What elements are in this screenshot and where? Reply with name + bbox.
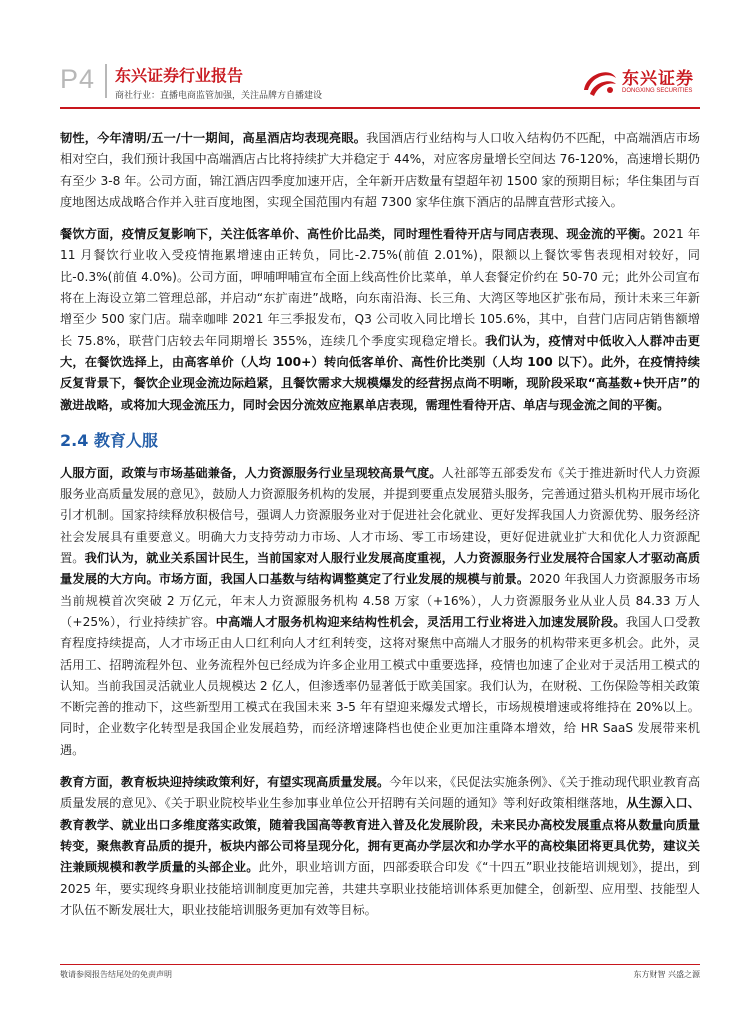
paragraph-hotel	[60, 128, 700, 213]
header-rule	[60, 107, 700, 109]
bold-text: 餐饮方面，疫情反复影响下，关注低客单价、高性价比品类，同时理性看待开店与同店表现、现金流的平衡。	[60, 227, 653, 242]
body-text: 2021 年 11 月餐饮行业收入受疫情拖累增速由正转负，同比-2.75%(前值 2.01%)，限额以上餐饮零售表现相对较好，同比-0.3%(前值 4.0%)。公司方面，呷哺呷哺宣布全面上线高性价比菜单，单人套餐定价约在 50-70 元；此外公司宣布将在上海设立第二管理总部，并启动“东扩南进”战略，向东南沿海、长三角、大湾区等地区扩张布局，预计未来三年新增至少 500 家门店。瑞幸咖啡 2021 年三季报发布，Q3 公司收入同比增长 105.6%，其中，自营门店同店销售额增长 75.8%，联营门店较去年同期增长 355%，连续几个季度实现稳定增长。	[60, 227, 701, 348]
paragraph-catering	[60, 224, 700, 416]
bold-text: 从生源入口、教育教学、就业出口多维度落实政策，随着我国高等教育进入普及化发展阶段，未来民办高校发展重点将从数量向质量转变，聚焦教育品质的提升，板块内部公司将呈现分化，拥有更高办学层次和办学水平的高校集团将更具优势，建议关注兼顾规模和教学质量的头部企业。	[60, 796, 700, 875]
body-text: 我国人口受教育程度持续提高，人才市场正由人口红利向人才红利转变，这将对聚焦中高端人才服务的机构带来更多机会。此外，灵活用工、招聘流程外包、业务流程外包已经成为许多企业用工模式中重要选择，疫情也加速了企业对于灵活用工模式的认知。当前我国灵活就业人员规模达 2 亿人，但渗透率仍显著低于欧美国家。我们认为，在财税、工伤保险等相关政策不断完善的推动下，这些新型用工模式在我国未来 3-5 年有望迎来爆发式增长，市场规模增速或将维持在 20%以上。同时，企业数字化转型是我国企业发展趋势，而经济增速降档也使企业更加注重降本增效，给 HR SaaS 发展带来机遇。	[60, 614, 701, 757]
bold-text: 我们认为，就业关系国计民生，当前国家对人服行业发展高度重视，人力资源服务行业发展符合国家人才驱动高质量发展的大方向。市场方面，我国人口基数与结构调整奠定了行业发展的规模与前景。	[60, 551, 701, 587]
report-title: 东兴证券行业报告	[115, 66, 244, 85]
body-text: 人社部等五部委发布《关于推进新时代人力资源服务业高质量发展的意见》，鼓励人力资源服务机构的发展，并提到要重点发展猎头服务，完善通过猎头机构开展市场化引才机制。国家持续释放积极信号，强调人力资源服务业对于促进社会化就业、更好发挥我国人力资源优势、服务经济社会发展具有重要意义。明确大力支持劳动力市场、人才市场、零工市场建设，更好促进就业扩大和优化人力资源配置。	[60, 465, 701, 566]
disclaimer-note: 敬请参阅报告结尾处的免责声明	[60, 970, 172, 979]
body-text: 2020 年我国人力资源服务市场当前规模首次突破 2 万亿元，年末人力资源服务机构 4.58 万家（+16%），人力资源服务业从业人员 84.33 万人（+25%），行业持续扩容。	[60, 572, 701, 629]
bold-text: 教育方面，教育板块迎持续政策利好，有望实现高质量发展。	[60, 775, 390, 790]
header-divider	[105, 64, 107, 98]
page-header	[60, 60, 700, 110]
section-heading: 2.4 教育人服	[60, 430, 158, 450]
company-logo	[580, 60, 700, 104]
bold-text: 中高端人才服务机构迎来结构性机会，灵活用工行业将进入加速发展阶段。	[215, 614, 626, 629]
body-text: 今年以来，《民促法实施条例》、《关于推动现代职业教育高质量发展的意见》、《关于职业院校毕业生参加事业单位公开招聘有关问题的通知》等利好政策相继落地，	[60, 775, 701, 811]
page-number: P4	[60, 64, 96, 94]
report-body	[60, 128, 700, 932]
body-text: 此外，职业培训方面，四部委联合印发《“十四五”职业技能培训规划》，提出，到 2025 年，要实现终身职业技能培训制度更加完善，共建共享职业技能培训体系更加健全，创新型、应用型、技能型人才队伍不断发展壮大，职业技能培训服务更加有效等目标。	[60, 860, 701, 917]
body-text: 我国酒店行业结构与人口收入结构仍不匹配，中高端酒店市场相对空白，我们预计我国中高端酒店占比将持续扩大并稳定于 44%，对应客房量增长空间达 76-120%，高速增长期仍有至少 3-8 年。公司方面，锦江酒店四季度加速开店，全年新开店数量有望超年初 1500 家的预期目标；华住集团与百度地图达成战略合作并入驻百度地图，实现全国范围内有超 7300 家华住旗下酒店的品牌直营形式接入。	[60, 131, 700, 209]
logo-text-cn: 东兴证券	[622, 69, 694, 89]
footer-slogan: 东方财智 兴盛之源	[633, 970, 700, 979]
paragraph-hr-services	[60, 463, 700, 761]
bold-text: 我们认为，疫情对中低收入人群冲击更大，在餐饮选择上，由高客单价（人均 100+）转向低客单价、高性价比类别（人均 100 以下）。此外，在疫情持续反复背景下，餐饮企业现金流边际趋紧，且餐饮需求大规模爆发的经营拐点尚不明晰，现阶段采取“高基数+快开店”的激进战略，或将加大现金流压力，同时会因分流效应拖累单店表现，需理性看待开店、单店与现金流之间的平衡。	[60, 333, 700, 412]
footer-rule	[60, 964, 700, 965]
bold-text: 韧性，今年清明/五一/十一期间，高星酒店均表现亮眼。	[60, 131, 367, 145]
paragraph-education	[60, 772, 700, 921]
logo-text-en: DONGXING SECURITIES	[622, 88, 693, 94]
bold-text: 人服方面，政策与市场基础兼备，人力资源服务行业呈现较高景气度。	[60, 465, 442, 480]
report-subtitle: 商社行业：直播电商监管加强，关注品牌方自播建设	[115, 91, 323, 101]
logo-mark-icon	[580, 64, 620, 100]
